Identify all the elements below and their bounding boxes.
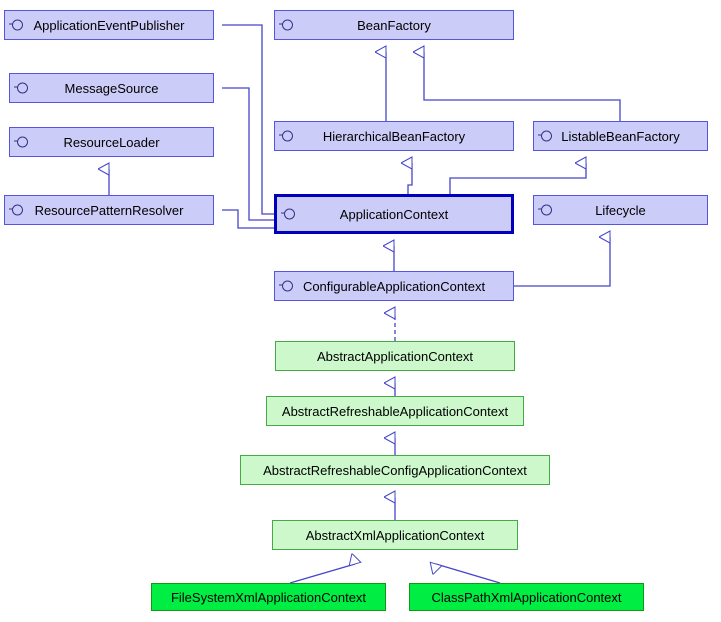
class-node-file-system-xml-application-context[interactable]: [151, 583, 386, 611]
class-node-label: ClassPathXmlApplicationContext: [431, 589, 622, 605]
class-node-abstract-refreshable-application-context[interactable]: [266, 396, 524, 426]
class-node-label: Lifecycle: [595, 202, 646, 218]
class-node-label: ListableBeanFactory: [561, 128, 680, 144]
class-node-hierarchical-bean-factory[interactable]: [274, 121, 514, 151]
class-node-abstract-application-context[interactable]: [275, 341, 515, 371]
class-node-label: AbstractRefreshableConfigApplicationContext: [263, 462, 527, 478]
interface-marker-icon: [282, 20, 293, 31]
class-node-bean-factory[interactable]: [274, 10, 514, 40]
interface-marker-icon: [17, 83, 28, 94]
interface-marker-icon: [12, 205, 23, 216]
class-node-label: ConfigurableApplicationContext: [302, 278, 486, 294]
class-node-application-event-publisher[interactable]: [4, 10, 214, 40]
class-node-listable-bean-factory[interactable]: [533, 121, 708, 151]
interface-marker-icon: [282, 131, 293, 142]
interface-marker-icon: [12, 20, 23, 31]
class-node-label: MessageSource: [64, 80, 159, 96]
class-node-message-source[interactable]: [9, 73, 214, 103]
class-node-abstract-refreshable-config-application-context[interactable]: [240, 455, 550, 485]
class-node-label: AbstractRefreshableApplicationContext: [281, 403, 509, 419]
class-node-lifecycle[interactable]: [533, 195, 708, 225]
interface-marker-icon: [17, 137, 28, 148]
class-node-label: FileSystemXmlApplicationContext: [170, 589, 367, 605]
class-node-label: HierarchicalBeanFactory: [322, 128, 466, 144]
interface-marker-icon: [541, 131, 552, 142]
interface-marker-icon: [282, 281, 293, 292]
class-node-label: AbstractXmlApplicationContext: [305, 527, 485, 543]
interface-marker-icon: [541, 205, 552, 216]
class-node-label: BeanFactory: [357, 17, 431, 33]
class-node-resource-loader[interactable]: [9, 127, 214, 157]
class-node-abstract-xml-application-context[interactable]: [272, 520, 518, 550]
class-node-label: ApplicationEventPublisher: [33, 17, 185, 33]
interface-marker-icon: [284, 209, 295, 220]
class-node-resource-pattern-resolver[interactable]: [4, 195, 214, 225]
class-node-label: ResourceLoader: [63, 134, 160, 150]
class-node-label: ResourcePatternResolver: [34, 202, 184, 218]
class-node-label: AbstractApplicationContext: [316, 348, 474, 364]
class-node-class-path-xml-application-context[interactable]: [409, 583, 644, 611]
class-node-label: ApplicationContext: [339, 206, 449, 222]
class-node-configurable-application-context[interactable]: [274, 271, 514, 301]
class-node-application-context[interactable]: [274, 194, 514, 234]
